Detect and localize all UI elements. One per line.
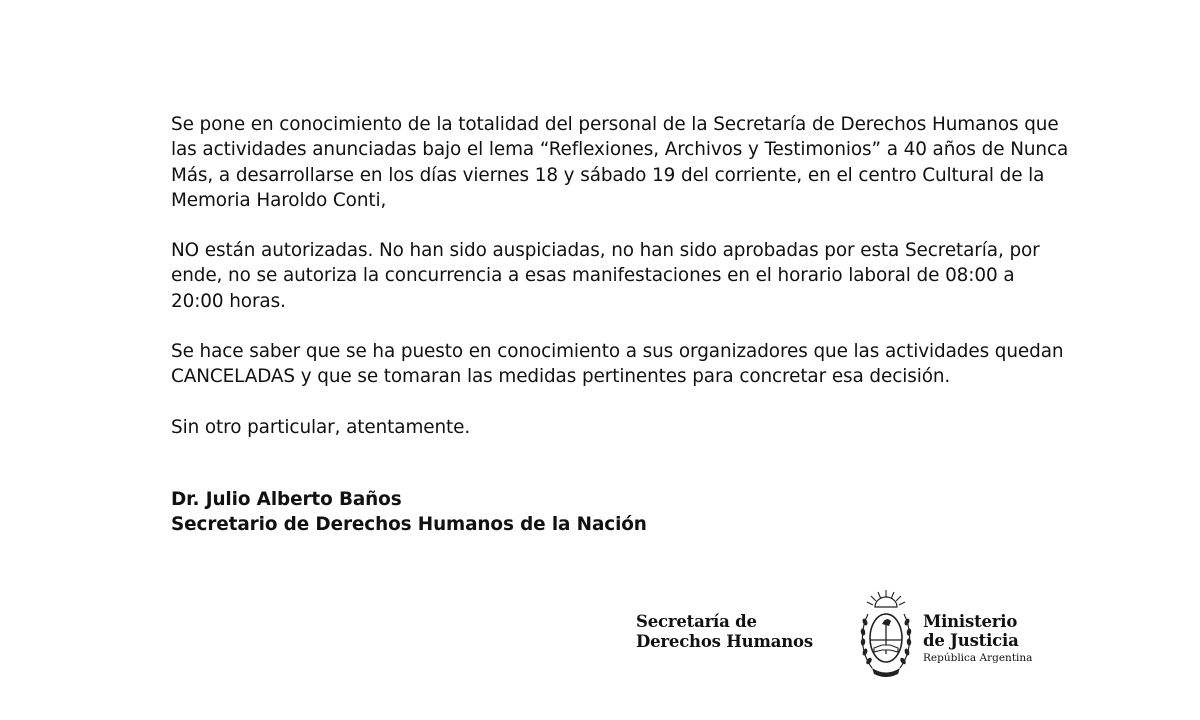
ministerio-logo-line2: de Justicia (923, 631, 1019, 650)
signature-title: Secretario de Derechos Humanos de la Nación (171, 514, 647, 536)
ministerio-logo (923, 612, 1032, 666)
paragraph-cancelled: Se hace saber que se ha puesto en conocimiento a sus organizadores que las actividades quedan CANCELADAS y que se tomaran las medidas pertinentes para concretar esa decisión. (171, 341, 1064, 388)
ministerio-logo-line3: República Argentina (923, 652, 1033, 664)
secretaria-logo-line1: Secretaría de (636, 612, 757, 631)
secretaria-logo-line2: Derechos Humanos (636, 632, 813, 651)
signature-name: Dr. Julio Alberto Baños (171, 489, 402, 510)
secretaria-logo (636, 612, 813, 652)
document-body (171, 112, 1071, 465)
paragraph-not-authorized: NO están autorizadas. No han sido auspiciadas, no han sido aprobadas por esta Secretaría, por ende, no se autoriza la concurrencia a esas manifestaciones en el horario laboral de 08:00 a 20:00 horas. (171, 240, 1040, 312)
paragraph-closing: Sin otro particular, atentamente. (171, 416, 471, 438)
paragraph-notice: Se pone en conocimiento de la totalidad del personal de la Secretaría de Derechos Humanos que las actividades anunciadas bajo el lema “Reflexiones, Archivos y Testimonios” a 40 años de Nunca Más, a desarrollarse en los días viernes 18 y sábado 19 del corriente, en el centro Cultural de la Memoria Haroldo Conti, (171, 114, 1069, 211)
signature-block (171, 487, 647, 538)
argentina-coat-of-arms-icon (858, 588, 914, 682)
ministerio-logo-line1: Ministerio (923, 612, 1018, 631)
